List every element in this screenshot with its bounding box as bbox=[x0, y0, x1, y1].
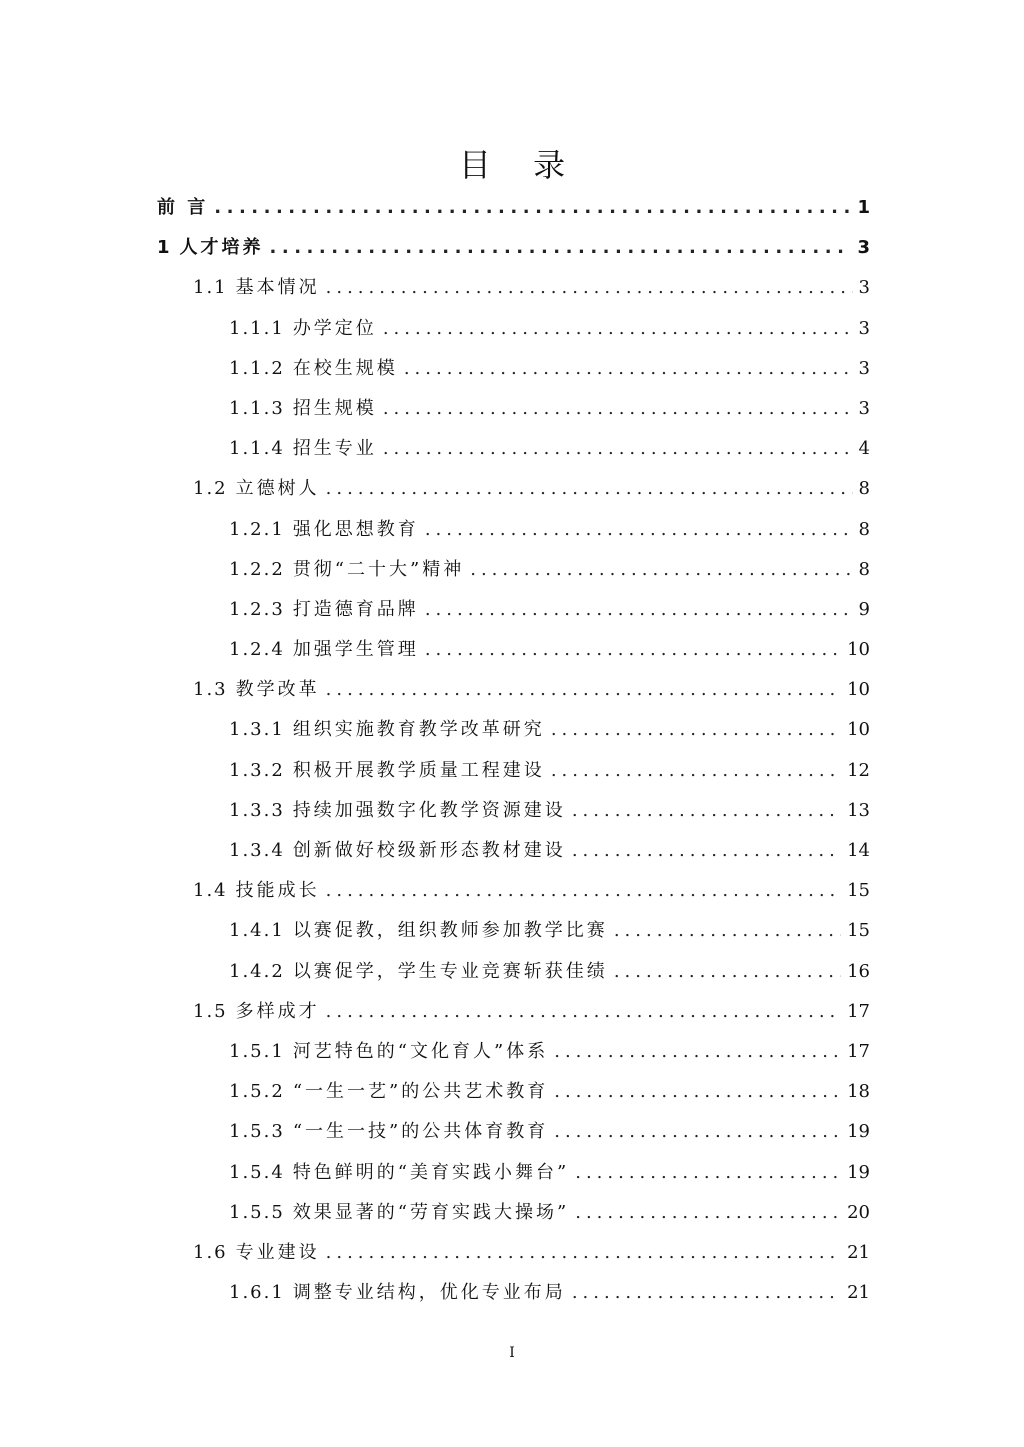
dot-leader bbox=[614, 952, 841, 992]
toc-entry-title: 专业建设 bbox=[235, 1241, 320, 1263]
toc-entry-page: 17 bbox=[847, 1000, 870, 1022]
dot-leader bbox=[326, 1233, 841, 1273]
toc-entry[interactable] bbox=[0, 670, 870, 710]
dot-leader bbox=[554, 1032, 841, 1072]
toc-entry-title: 以赛促学，学生专业竞赛斩获佳绩 bbox=[292, 960, 608, 982]
toc-entry-number: 1.6 bbox=[193, 1241, 228, 1263]
toc-entry[interactable] bbox=[0, 469, 870, 509]
toc-entry-title: 在校生规模 bbox=[292, 357, 398, 379]
toc-entry-title: 积极开展教学质量工程建设 bbox=[292, 759, 545, 781]
toc-entry[interactable] bbox=[0, 1193, 870, 1233]
dot-leader bbox=[425, 630, 841, 670]
toc-entry-number: 1.4 bbox=[193, 880, 228, 902]
toc-entry-number: 1.2 bbox=[193, 478, 228, 500]
toc-entry-number: 1.2.4 bbox=[229, 639, 285, 661]
toc-entry-page: 10 bbox=[847, 719, 870, 741]
toc-entry-title: 招生规模 bbox=[292, 397, 377, 419]
toc-entry-number: 1.1.1 bbox=[229, 317, 285, 339]
dot-leader bbox=[572, 1273, 841, 1313]
dot-leader bbox=[404, 349, 853, 389]
dot-leader bbox=[470, 550, 852, 590]
toc-entry-title: 以赛促教，组织教师参加教学比赛 bbox=[292, 920, 608, 942]
toc-entry-number: 1.3.1 bbox=[229, 719, 285, 741]
dot-leader bbox=[326, 871, 841, 911]
toc-entry-page: 20 bbox=[847, 1201, 870, 1223]
toc-entry-page: 18 bbox=[847, 1081, 870, 1103]
toc-entry-number: 1.1.4 bbox=[229, 438, 285, 460]
toc-entry-page: 10 bbox=[847, 679, 870, 701]
toc-entry-number: 1.2.1 bbox=[229, 518, 285, 540]
dot-leader bbox=[575, 1193, 841, 1233]
toc-entry-page: 14 bbox=[847, 840, 870, 861]
toc-entry[interactable] bbox=[0, 710, 870, 750]
toc-entry-page: 19 bbox=[847, 1121, 870, 1143]
toc-entry-title: 强化思想教育 bbox=[292, 518, 419, 540]
toc-entry-number: 1.3.3 bbox=[229, 799, 285, 821]
toc-title: 目 录 bbox=[458, 146, 582, 184]
dot-leader bbox=[425, 590, 853, 630]
toc-entry-page: 8 bbox=[858, 478, 870, 500]
toc-entry-page: 21 bbox=[847, 1241, 870, 1263]
toc-entry[interactable] bbox=[0, 1273, 870, 1313]
dot-leader bbox=[572, 831, 841, 871]
toc-entry[interactable] bbox=[0, 188, 870, 228]
toc-entry-title: 河艺特色的“文化育人”体系 bbox=[292, 1040, 549, 1062]
toc-entry-number: 1.3.2 bbox=[229, 759, 285, 781]
toc-entry-title: 创新做好校级新形态教材建设 bbox=[292, 840, 566, 861]
toc-entry-title: 前 言 bbox=[157, 197, 209, 218]
toc-entry[interactable] bbox=[0, 992, 870, 1032]
toc-entry[interactable] bbox=[0, 1072, 870, 1112]
toc-entry-page: 8 bbox=[858, 518, 870, 540]
toc-entry-title: 调整专业结构，优化专业布局 bbox=[292, 1282, 566, 1304]
toc-entry[interactable] bbox=[0, 349, 870, 389]
dot-leader bbox=[326, 670, 841, 710]
toc-entry-page: 15 bbox=[847, 880, 870, 902]
toc-entry-number: 1.1.3 bbox=[229, 397, 285, 419]
toc-entry-title: 效果显著的“劳育实践大操场” bbox=[292, 1201, 570, 1223]
toc-entry-title: 立德树人 bbox=[235, 478, 320, 500]
toc-entry[interactable] bbox=[0, 550, 870, 590]
toc-entry-page: 3 bbox=[857, 237, 870, 259]
toc-entry-number: 1.4.1 bbox=[229, 920, 285, 942]
toc-entry-number: 1.5.4 bbox=[229, 1161, 285, 1183]
toc-entry-page: 1 bbox=[857, 197, 870, 218]
toc-entry-page: 16 bbox=[847, 960, 870, 982]
dot-leader bbox=[383, 309, 853, 349]
toc-entry-number: 1.5.5 bbox=[229, 1201, 285, 1223]
toc-entry-number: 1 bbox=[157, 237, 172, 259]
toc-entry-title: 组织实施教育教学改革研究 bbox=[292, 719, 545, 741]
toc-entry-title: 贯彻“二十大”精神 bbox=[292, 558, 465, 580]
toc-entry-page: 9 bbox=[858, 598, 870, 620]
toc-entry-number: 1.6.1 bbox=[229, 1282, 285, 1304]
toc-entry-number: 1.1 bbox=[193, 277, 228, 299]
toc-entry-page: 10 bbox=[847, 639, 870, 661]
toc-entry[interactable] bbox=[0, 1233, 870, 1273]
dot-leader bbox=[383, 429, 853, 469]
toc-entry-title: 加强学生管理 bbox=[292, 639, 419, 661]
dot-leader bbox=[425, 510, 853, 550]
toc-entry[interactable] bbox=[0, 389, 870, 429]
toc-entry-number: 1.1.2 bbox=[229, 357, 285, 379]
toc-entry-title: 多样成才 bbox=[235, 1000, 320, 1022]
toc-entry[interactable] bbox=[0, 510, 870, 550]
toc-entry-page: 4 bbox=[858, 438, 870, 460]
toc-entry-page: 3 bbox=[858, 397, 870, 419]
toc-entry-title: 特色鲜明的“美育实践小舞台” bbox=[292, 1161, 570, 1183]
toc-entry[interactable] bbox=[0, 268, 870, 308]
dot-leader bbox=[551, 751, 841, 791]
dot-leader bbox=[551, 710, 841, 750]
toc-entry-number: 1.5.3 bbox=[229, 1121, 285, 1143]
toc-entry-number: 1.5.1 bbox=[229, 1040, 285, 1062]
dot-leader bbox=[572, 791, 841, 831]
toc-entry[interactable] bbox=[0, 1032, 870, 1072]
dot-leader bbox=[383, 389, 853, 429]
toc-entry[interactable] bbox=[0, 309, 870, 349]
toc-entry[interactable] bbox=[0, 1153, 870, 1193]
dot-leader bbox=[554, 1112, 841, 1152]
toc-entry-title: 教学改革 bbox=[235, 679, 320, 701]
toc-entry-page: 15 bbox=[847, 920, 870, 942]
dot-leader bbox=[575, 1153, 841, 1193]
toc-entry-page: 8 bbox=[858, 558, 870, 580]
toc-entry-page: 21 bbox=[847, 1282, 870, 1304]
toc-entry[interactable] bbox=[0, 630, 870, 670]
toc-entry-number: 1.5 bbox=[193, 1000, 228, 1022]
toc-entry[interactable] bbox=[0, 831, 870, 871]
toc-entry[interactable] bbox=[0, 228, 870, 268]
toc-entry-page: 19 bbox=[847, 1161, 870, 1183]
toc-entry-title: 办学定位 bbox=[292, 317, 377, 339]
toc-entry-page: 12 bbox=[847, 759, 870, 781]
dot-leader bbox=[326, 992, 841, 1032]
dot-leader bbox=[554, 1072, 841, 1112]
toc-entry-number: 1.5.2 bbox=[229, 1081, 285, 1103]
dot-leader bbox=[326, 469, 853, 509]
toc-entry-title: 招生专业 bbox=[292, 438, 377, 460]
dot-leader bbox=[326, 268, 853, 308]
toc-entry[interactable] bbox=[0, 1112, 870, 1152]
dot-leader bbox=[214, 188, 851, 228]
toc-entry-title: “一生一艺”的公共艺术教育 bbox=[292, 1081, 549, 1103]
toc-entry-number: 1.3.4 bbox=[229, 840, 285, 861]
toc-entry[interactable] bbox=[0, 911, 870, 951]
toc-entry-title: 打造德育品牌 bbox=[292, 598, 419, 620]
dot-leader bbox=[270, 228, 852, 268]
toc-entry[interactable] bbox=[0, 791, 870, 831]
page-number: I bbox=[509, 1345, 515, 1361]
toc-entry-title: “一生一技”的公共体育教育 bbox=[292, 1121, 549, 1143]
toc-entry-title: 人才培养 bbox=[179, 237, 264, 259]
toc-entry-number: 1.2.2 bbox=[229, 558, 285, 580]
toc-entry-number: 1.4.2 bbox=[229, 960, 285, 982]
toc-entry-number: 1.2.3 bbox=[229, 598, 285, 620]
toc-entry-title: 基本情况 bbox=[235, 277, 320, 299]
toc-entry-title: 技能成长 bbox=[235, 880, 320, 902]
toc-entry-page: 13 bbox=[847, 799, 870, 821]
toc-entry[interactable] bbox=[0, 871, 870, 911]
toc-entry[interactable] bbox=[0, 751, 870, 791]
toc-entry[interactable] bbox=[0, 952, 870, 992]
toc-entry-page: 3 bbox=[858, 277, 870, 299]
table-of-contents bbox=[0, 188, 1024, 1313]
toc-entry-page: 3 bbox=[858, 317, 870, 339]
toc-entry-page: 3 bbox=[858, 357, 870, 379]
dot-leader bbox=[614, 911, 841, 951]
toc-entry-title: 持续加强数字化教学资源建设 bbox=[292, 799, 566, 821]
toc-entry[interactable] bbox=[0, 429, 870, 469]
toc-entry-page: 17 bbox=[847, 1040, 870, 1062]
toc-entry-number: 1.3 bbox=[193, 679, 228, 701]
toc-entry[interactable] bbox=[0, 590, 870, 630]
